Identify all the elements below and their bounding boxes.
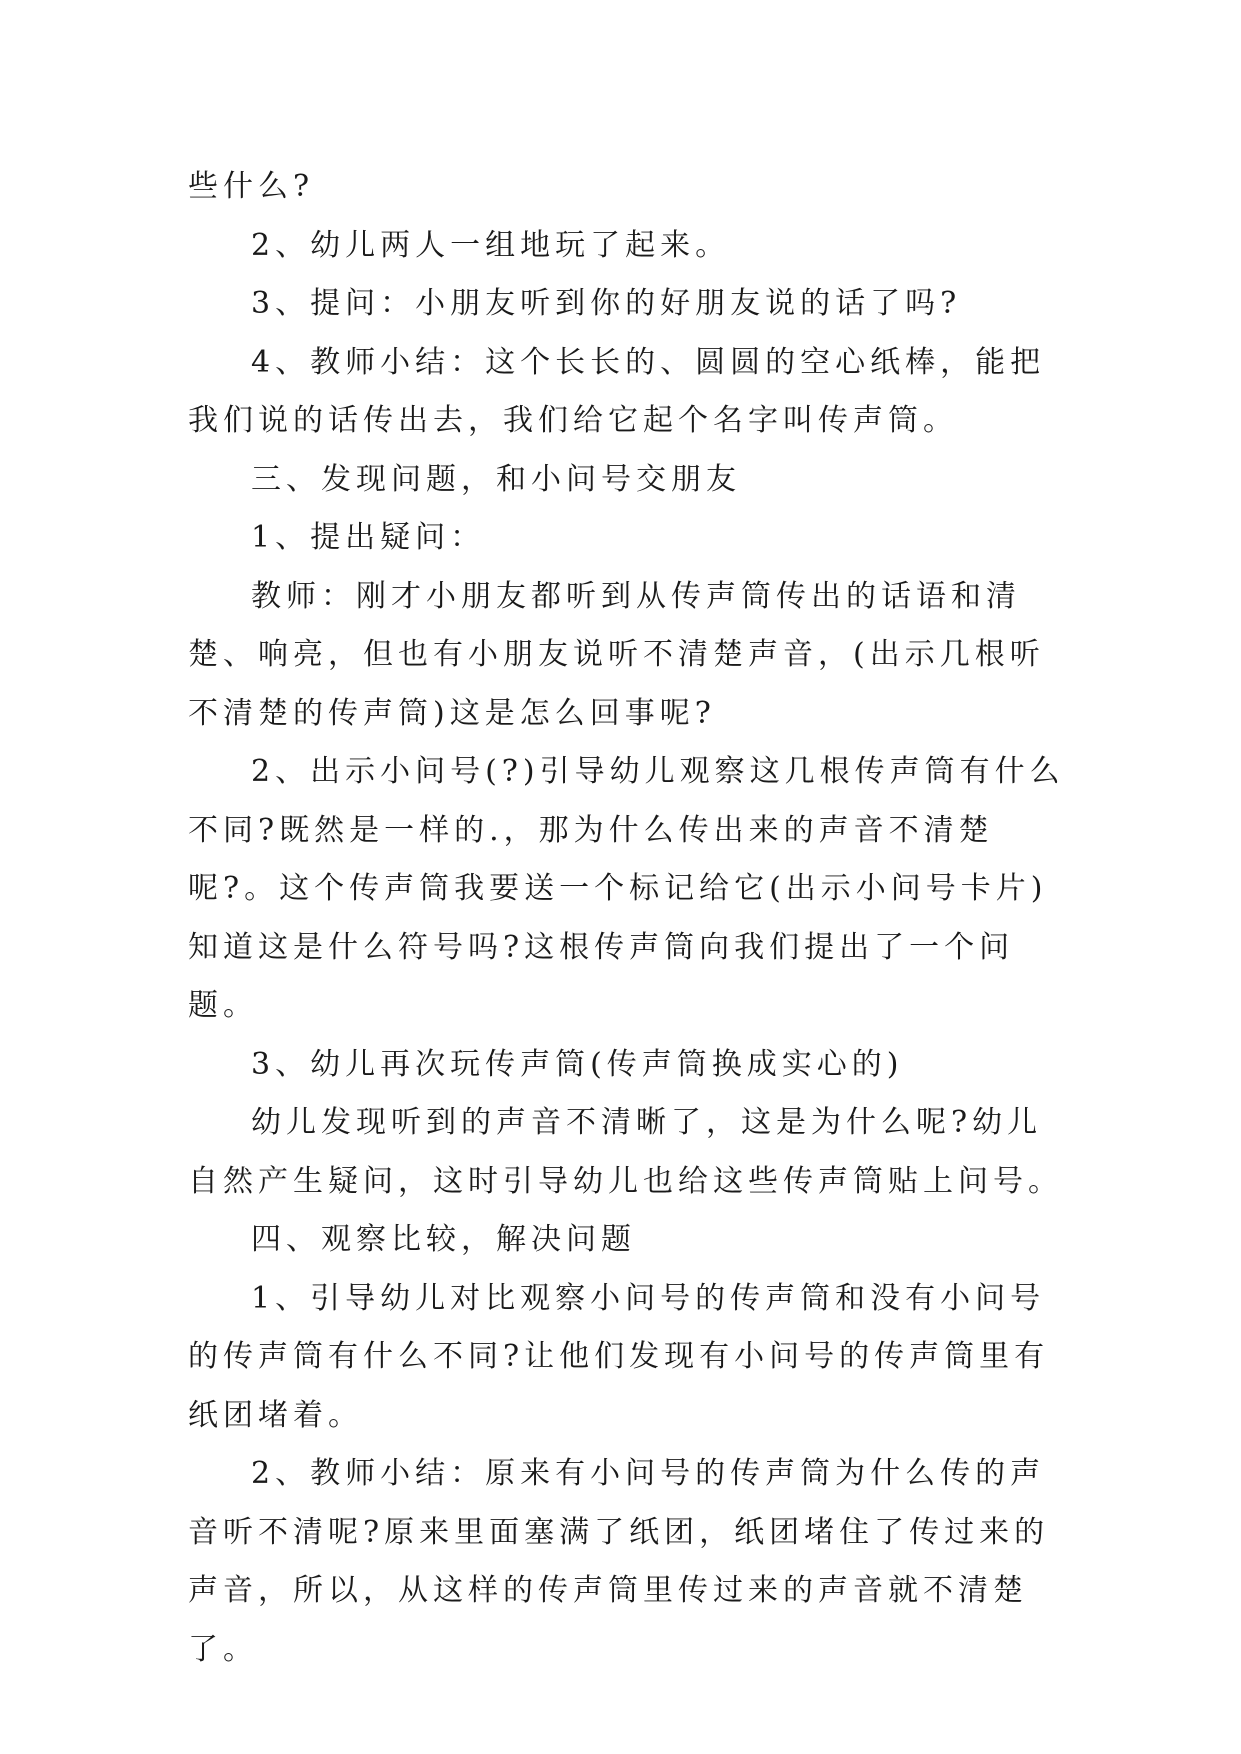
paragraph: 幼儿发现听到的声音不清晰了，这是为什么呢?幼儿自然产生疑问，这时引导幼儿也给这些传声筒贴上问号。 [188,1105,1063,1199]
paragraph: 2、幼儿两人一组地玩了起来。 [251,227,731,263]
paragraph: 2、出示小问号(?)引导幼儿观察这几根传声筒有什么不同?既然是一样的.，那为什么传出来的声音不清楚呢?。这个传声筒我要送一个标记给它(出示小问号卡片)知道这是什么符号吗?这根传声筒向我们提出了一个问题。 [188,754,1065,1023]
paragraph: 3、幼儿再次玩传声筒(传声筒换成实心的) [251,1046,904,1082]
section-heading: 三、发现问题，和小问号交朋友 [251,461,741,497]
paragraph: 4、教师小结：这个长长的、圆圆的空心纸棒，能把我们说的话传出去，我们给它起个名字叫传声筒。 [188,344,1046,438]
section-heading: 四、观察比较，解决问题 [251,1222,636,1257]
document-body [188,158,1068,1679]
paragraph: 1、引导幼儿对比观察小问号的传声筒和没有小问号的传声筒有什么不同?让他们发现有小问号的传声筒里有纸团堵着。 [188,1280,1050,1433]
paragraph: 些什么? [188,169,315,204]
paragraph: 3、提问：小朋友听到你的好朋友说的话了吗? [251,286,962,321]
paragraph: 教师：刚才小朋友都听到从传声筒传出的话语和清楚、响亮，但也有小朋友说听不清楚声音，(出示几根听不清楚的传声筒)这是怎么回事呢? [188,578,1045,731]
paragraph: 2、教师小结：原来有小问号的传声筒为什么传的声音听不清呢?原来里面塞满了纸团，纸团堵住了传过来的声音，所以，从这样的传声筒里传过来的声音就不清楚了。 [188,1456,1050,1667]
paragraph: 1、提出疑问： [251,520,486,555]
